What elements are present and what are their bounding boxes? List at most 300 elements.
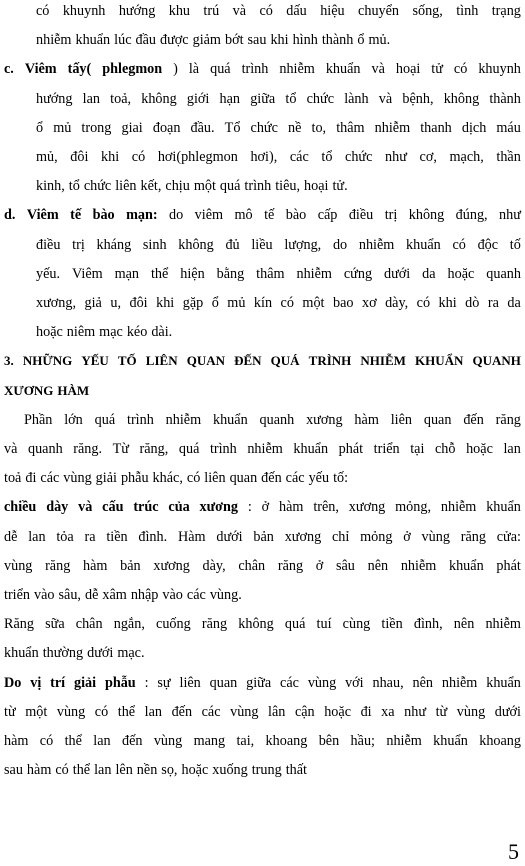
word: xơ xyxy=(361,295,377,311)
word: dày, xyxy=(202,557,226,574)
word: lan xyxy=(503,441,521,457)
word: khoang xyxy=(479,733,521,749)
word: toả xyxy=(4,470,22,487)
text-line xyxy=(4,440,521,458)
word: Phần xyxy=(24,411,53,428)
word: tiền xyxy=(381,616,403,633)
word: đầu xyxy=(135,32,156,49)
word: mỏng xyxy=(360,528,393,545)
word: khi xyxy=(270,32,289,49)
word: như xyxy=(385,149,407,165)
word: chỉ xyxy=(331,528,350,545)
word: TRÌNH xyxy=(308,353,352,369)
word: nhau, xyxy=(372,674,404,691)
word: phát xyxy=(496,557,521,574)
word: răng xyxy=(495,411,521,428)
text-line xyxy=(36,236,521,254)
word: thể xyxy=(64,733,82,749)
word: có xyxy=(280,295,294,311)
word: tử. xyxy=(332,178,348,195)
word: đi xyxy=(360,703,372,720)
word: khuẩn xyxy=(486,674,521,691)
word: sau xyxy=(247,32,267,49)
word: yếu. xyxy=(36,265,61,282)
word: ổ xyxy=(36,119,44,136)
word: nhiễm xyxy=(296,265,332,282)
word: tuí xyxy=(316,616,332,633)
word: bản xyxy=(253,528,274,545)
word: khuẩn xyxy=(325,61,361,78)
word: quá xyxy=(219,178,241,195)
word: hoại xyxy=(304,178,329,195)
text-line xyxy=(4,382,521,400)
word: NHIỄM xyxy=(360,353,406,369)
word: khuynh xyxy=(62,3,106,19)
word: kín xyxy=(253,295,273,311)
word: do xyxy=(332,236,348,253)
word: có xyxy=(39,733,54,749)
word: điều xyxy=(348,207,374,224)
word: máu xyxy=(496,119,521,136)
word: mủ, xyxy=(36,149,58,165)
word: nên xyxy=(367,557,389,574)
word: c. xyxy=(4,61,14,78)
word: hoặc xyxy=(181,762,209,779)
word: HÀM xyxy=(57,382,90,398)
word: không xyxy=(178,236,214,253)
word: QUÁ xyxy=(270,353,300,369)
word: chân xyxy=(238,557,266,574)
word: trình xyxy=(127,411,154,428)
word: lan xyxy=(93,733,111,749)
word: hàm xyxy=(26,762,52,779)
word: răng. xyxy=(73,441,103,457)
word: vùng xyxy=(421,528,450,545)
word: từ xyxy=(435,703,448,720)
word: tiền xyxy=(106,528,128,545)
word: vùng xyxy=(153,733,183,749)
word: xa xyxy=(381,703,395,720)
word: Viêm xyxy=(24,61,57,78)
word: khoang xyxy=(265,733,308,749)
word: dấu xyxy=(286,3,307,19)
text-line xyxy=(36,2,521,20)
word: QUAN xyxy=(186,353,225,369)
word: tại xyxy=(410,441,425,457)
word: như xyxy=(404,703,427,720)
word: thất xyxy=(285,762,307,779)
word: tiêu, xyxy=(275,178,301,195)
word: thường xyxy=(42,645,84,662)
word: tổ xyxy=(321,149,333,165)
word: hàm xyxy=(354,411,379,428)
word: kết, xyxy=(140,178,162,195)
word: xương xyxy=(348,499,386,516)
word: là xyxy=(188,61,200,78)
word: mạn xyxy=(114,265,140,282)
word: : xyxy=(247,499,252,516)
word: hoặc xyxy=(466,441,493,457)
text-line xyxy=(4,352,521,370)
word: cứng xyxy=(343,265,373,282)
word: khuẩn xyxy=(448,557,484,574)
text-line xyxy=(36,148,521,166)
word: khuynh xyxy=(478,61,521,78)
text-line xyxy=(4,60,521,78)
word: mủ. xyxy=(368,32,391,49)
word: lành xyxy=(344,90,369,107)
word: dịch xyxy=(461,119,487,136)
text-line xyxy=(36,119,521,137)
word: toả, xyxy=(110,90,132,107)
word: đến xyxy=(121,733,143,749)
word: dưới xyxy=(216,528,243,545)
word: khuẩn xyxy=(486,499,521,516)
word: độc xyxy=(477,236,499,253)
word: YẾU xyxy=(81,353,109,369)
word: răng xyxy=(201,616,228,633)
word: hình xyxy=(292,32,318,49)
word: chuyển xyxy=(358,3,400,19)
word: răng xyxy=(45,557,71,574)
word: đúng, xyxy=(455,207,488,224)
word: trung xyxy=(251,762,282,779)
word: và xyxy=(78,499,93,516)
word: trong xyxy=(81,119,112,136)
word: giải xyxy=(95,470,117,487)
word: không xyxy=(238,616,274,633)
word: yếu xyxy=(308,470,330,487)
word: hướng xyxy=(36,90,73,107)
word: đôi xyxy=(70,149,89,165)
word: quá xyxy=(178,441,200,457)
word: khi xyxy=(101,149,120,165)
word: trạng xyxy=(491,3,521,19)
word: các xyxy=(201,703,221,720)
word: u, xyxy=(110,295,121,311)
word: trúc xyxy=(133,499,159,516)
word: ở xyxy=(315,557,324,574)
text-line xyxy=(4,206,521,224)
word: các xyxy=(40,470,60,487)
word: hướng xyxy=(118,3,156,19)
word: dưới xyxy=(384,265,411,282)
word: giải xyxy=(73,674,97,691)
word: khi xyxy=(156,295,175,311)
word: với xyxy=(345,674,364,691)
word: lan xyxy=(82,90,100,107)
word: dày xyxy=(46,499,69,516)
word: viêm xyxy=(194,207,224,224)
text-line xyxy=(36,31,521,49)
word: nhiễm xyxy=(279,61,315,78)
word: nhiễm xyxy=(374,119,411,136)
text-line xyxy=(36,265,521,283)
word: lân xyxy=(268,703,286,720)
text-line xyxy=(4,586,521,604)
word: hiện xyxy=(180,265,205,282)
word: giới xyxy=(186,90,210,107)
word: khác, xyxy=(152,470,183,487)
word: mủ xyxy=(53,119,72,136)
word: tình xyxy=(456,3,479,19)
word: mạc. xyxy=(117,645,145,662)
word: thanh xyxy=(420,119,452,136)
word: cấp xyxy=(317,207,338,224)
word: dễ xyxy=(84,587,99,603)
text-line xyxy=(36,90,521,108)
word: da xyxy=(507,295,521,311)
word: điều xyxy=(36,236,61,253)
word: mạn: xyxy=(126,207,158,224)
word: vùng xyxy=(456,703,486,720)
word: khu xyxy=(168,3,190,19)
word: giảm xyxy=(192,32,221,49)
text-line xyxy=(4,644,521,662)
word: răng xyxy=(277,557,304,574)
word: xương xyxy=(284,528,322,545)
word: nhiễm xyxy=(358,236,395,253)
word: tổ xyxy=(285,90,297,107)
word: có xyxy=(416,295,431,311)
word: da xyxy=(422,265,436,282)
word: vùng. xyxy=(209,587,242,603)
word: đầu. xyxy=(190,119,215,136)
text-line xyxy=(4,674,521,692)
word: hơi), xyxy=(250,149,278,165)
text-line xyxy=(36,177,521,195)
word: tế xyxy=(264,207,275,224)
word: đình. xyxy=(138,528,168,545)
word: tỏa xyxy=(56,528,74,545)
word: một xyxy=(193,178,216,195)
word: quanh xyxy=(27,441,63,457)
word: quan xyxy=(229,470,258,487)
word: có xyxy=(94,703,109,720)
word: chức xyxy=(306,90,335,107)
word: nên xyxy=(453,616,475,633)
word: vùng xyxy=(63,470,92,487)
word: không xyxy=(141,90,177,107)
word: nề xyxy=(288,119,302,136)
word: và xyxy=(232,3,247,19)
word: dày, xyxy=(385,295,409,311)
word: ổ xyxy=(357,32,365,49)
word: như xyxy=(499,207,521,224)
word: thể xyxy=(117,703,136,720)
word: sống, xyxy=(412,3,443,19)
word: hoặc xyxy=(447,265,475,282)
word: thành xyxy=(321,32,354,49)
text-line xyxy=(4,557,521,575)
word: hiệu xyxy=(320,3,345,19)
word: tố: xyxy=(333,470,349,487)
word: phẫu xyxy=(120,470,149,487)
word: đủ xyxy=(225,236,240,253)
word: nhiễm xyxy=(247,441,283,457)
word: đi xyxy=(25,470,37,487)
word: và xyxy=(378,90,393,107)
word: có xyxy=(453,61,468,78)
word: cuống xyxy=(156,616,191,633)
word: có xyxy=(36,3,50,19)
word: xương, xyxy=(36,295,77,311)
word: nhiễm xyxy=(440,499,477,516)
word: dưới xyxy=(494,703,521,720)
word: dưới xyxy=(87,645,114,662)
word: QUANH xyxy=(472,353,521,369)
word: bào xyxy=(92,207,115,224)
word: bào xyxy=(285,207,307,224)
word: đến xyxy=(171,703,193,720)
word: nhiễm xyxy=(400,557,437,574)
word: vào xyxy=(34,587,55,603)
word: NHỮNG xyxy=(22,353,73,369)
word: Viêm xyxy=(71,265,103,282)
word: phlegmon xyxy=(102,61,163,78)
word: hoặc xyxy=(36,324,63,341)
word: ở xyxy=(261,499,270,516)
word: lượng, xyxy=(284,236,322,253)
word: giữa xyxy=(246,674,272,691)
word: xuống xyxy=(212,762,248,779)
word: kinh, xyxy=(36,178,65,195)
word: liên xyxy=(204,470,226,487)
word: cận xyxy=(294,703,315,720)
word: to, xyxy=(311,119,327,136)
word: ra xyxy=(487,295,499,311)
word: các xyxy=(186,587,206,603)
word: sinh xyxy=(142,236,167,253)
word: và xyxy=(4,441,18,457)
word: cùng xyxy=(342,616,371,633)
word: chức xyxy=(83,178,112,195)
word: trình xyxy=(209,441,237,457)
word: thành xyxy=(489,90,521,107)
text-line xyxy=(4,703,521,721)
word: răng xyxy=(460,528,486,545)
word: cửa: xyxy=(496,528,521,545)
word: đôi xyxy=(129,295,148,311)
word: có xyxy=(452,236,466,253)
word: thể xyxy=(72,762,91,779)
word: quá xyxy=(210,61,231,78)
word: xương xyxy=(199,499,238,516)
word: quá xyxy=(284,616,306,633)
word: hầu; xyxy=(350,733,375,749)
word: hàm xyxy=(279,499,304,516)
word: tấy( xyxy=(67,61,92,78)
word: thâm xyxy=(256,265,285,282)
word: d. xyxy=(4,207,16,224)
word: sọ, xyxy=(161,762,178,779)
word: đến xyxy=(463,411,484,428)
word: đoạn xyxy=(152,119,181,136)
word: liên xyxy=(179,674,201,691)
word: vùng xyxy=(307,674,337,691)
word: nhiễm xyxy=(485,616,521,633)
word: nên xyxy=(412,674,433,691)
word: đến xyxy=(261,470,282,487)
word: xâm xyxy=(102,587,127,603)
word: chức xyxy=(250,119,278,136)
word: có xyxy=(131,149,146,165)
word: sâu xyxy=(335,557,355,574)
word: mủ xyxy=(227,295,246,311)
word: hạn xyxy=(219,90,241,107)
word: được xyxy=(160,32,189,49)
word: khuẩn xyxy=(406,236,441,253)
word: có xyxy=(55,762,69,779)
word: niêm xyxy=(66,324,96,341)
word: không xyxy=(408,207,445,224)
word: xương xyxy=(306,411,343,428)
word: từ xyxy=(4,703,16,720)
word: mang xyxy=(193,733,226,749)
text-line xyxy=(4,732,521,750)
word: sâu, xyxy=(58,587,81,603)
word: Do xyxy=(4,674,22,691)
word: vùng xyxy=(56,703,86,720)
word: chịu xyxy=(165,178,190,195)
word: một xyxy=(302,295,325,311)
text-line xyxy=(4,498,521,516)
word: ĐẾN xyxy=(234,353,262,369)
word: trên, xyxy=(313,499,339,516)
word: xương xyxy=(153,557,190,574)
word: vùng xyxy=(4,557,33,574)
word: quanh xyxy=(259,411,295,428)
word: phẫu xyxy=(104,674,136,691)
word: vị xyxy=(30,674,42,691)
word: bản xyxy=(120,557,141,574)
word: trị xyxy=(72,236,85,253)
word: tế xyxy=(70,207,82,224)
word: giả xyxy=(84,295,102,311)
word: liều xyxy=(251,236,273,253)
word: của xyxy=(168,499,190,516)
word: triển xyxy=(4,587,30,603)
word: nhiễm xyxy=(165,411,202,428)
word: vào xyxy=(162,587,183,603)
word: giữa xyxy=(250,90,276,107)
word: chiều xyxy=(4,499,37,516)
word: khuẩn xyxy=(75,32,111,49)
word: mỏng, xyxy=(395,499,432,516)
word: ra xyxy=(84,528,96,545)
word: đình, xyxy=(413,616,443,633)
word: cơ, xyxy=(419,149,437,165)
word: sau xyxy=(4,762,23,779)
word: TỐ xyxy=(117,353,137,369)
page-number: 5 xyxy=(508,839,519,864)
word: khi xyxy=(438,295,457,311)
word: khuẩn xyxy=(4,645,39,662)
word: trị xyxy=(384,207,398,224)
word: Răng xyxy=(4,616,34,633)
word: ) xyxy=(173,61,178,78)
word: hoại xyxy=(395,61,421,78)
word: lan xyxy=(28,528,46,545)
text-line xyxy=(36,323,521,341)
word: lan xyxy=(144,703,162,720)
word: Hàm xyxy=(177,528,206,545)
word: lan xyxy=(94,762,112,779)
text-line xyxy=(4,761,521,779)
word: khuẩn xyxy=(433,733,468,749)
word: bao xyxy=(332,295,354,311)
text-line xyxy=(4,615,521,633)
